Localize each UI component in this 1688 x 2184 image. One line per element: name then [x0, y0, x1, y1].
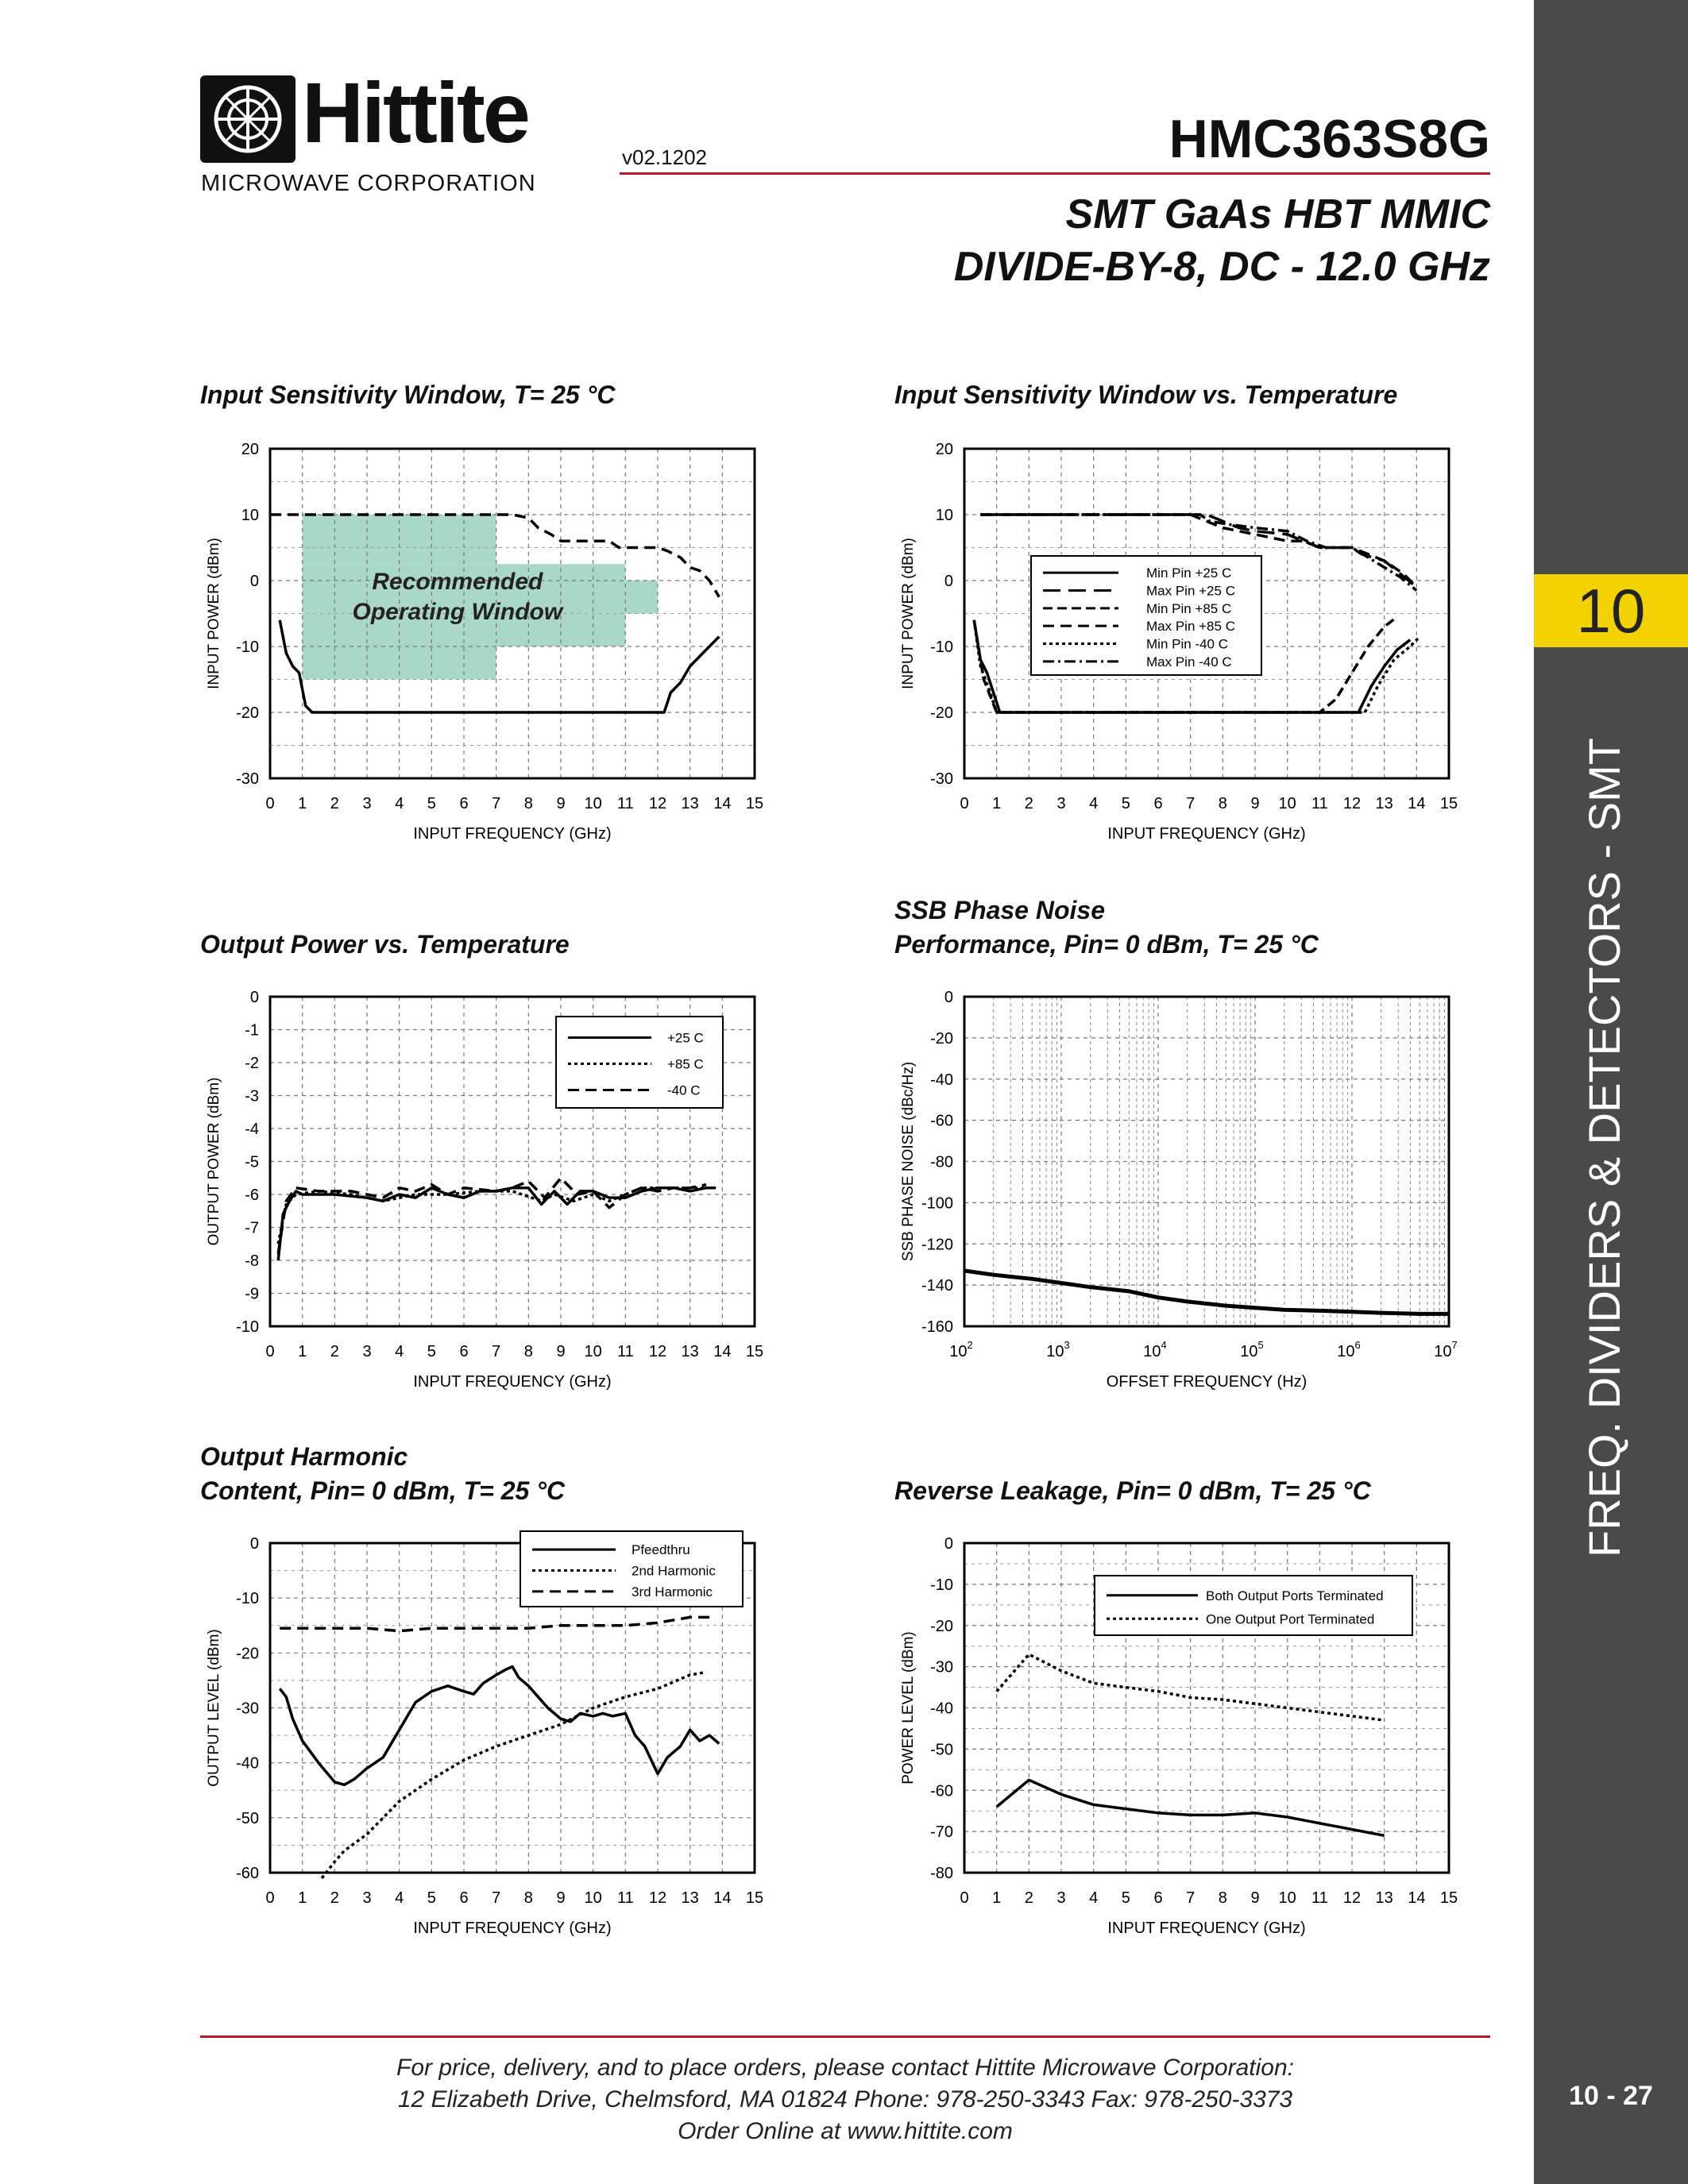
- x-tick-exponent: 3: [1064, 1339, 1070, 1351]
- x-axis-label: OFFSET FREQUENCY (Hz): [1106, 1373, 1308, 1391]
- x-tick-exponent: 5: [1257, 1339, 1264, 1351]
- y-tick-label: -10: [236, 1590, 259, 1608]
- y-tick-label: 20: [241, 441, 259, 458]
- y-tick-label: -40: [930, 1700, 953, 1718]
- y-axis-label: OUTPUT POWER (dBm): [206, 1077, 222, 1246]
- x-tick-label: 13: [1375, 795, 1393, 812]
- chart-title-c4-line2: Performance, Pin= 0 dBm, T= 25 °C: [894, 930, 1319, 959]
- y-axis-label: INPUT POWER (dBm): [206, 538, 222, 689]
- x-tick-label: 12: [1342, 795, 1362, 812]
- logo-name: Hittite: [302, 64, 528, 160]
- x-tick-exponent: 2: [967, 1339, 973, 1351]
- x-tick-label: 1: [298, 795, 307, 812]
- y-tick-label: -100: [921, 1194, 953, 1213]
- y-tick-label: -70: [930, 1823, 953, 1842]
- footer-line-2: 12 Elizabeth Drive, Chelmsford, MA 01824 Phone: 978-250-3343 Fax: 978-250-3373: [397, 2086, 1293, 2113]
- legend-label: Max Pin +85 C: [1146, 619, 1235, 635]
- x-tick-label: 8: [1218, 1889, 1227, 1907]
- chart-title-c6: Reverse Leakage, Pin= 0 dBm, T= 25 °C: [894, 1476, 1371, 1505]
- y-tick-label: -20: [236, 704, 259, 722]
- legend-label: Min Pin -40 C: [1146, 636, 1228, 652]
- x-tick-label: 10: [584, 1343, 602, 1360]
- annotation-text: Recommended: [372, 568, 543, 595]
- x-tick-label: 3: [362, 1889, 372, 1907]
- x-tick-label: 0: [960, 795, 969, 812]
- x-axis-label: INPUT FREQUENCY (GHz): [413, 1373, 612, 1391]
- y-tick-label: -3: [245, 1087, 259, 1106]
- y-tick-label: -7: [245, 1219, 259, 1237]
- y-tick-label: 10: [241, 507, 259, 524]
- x-tick-label: 4: [1089, 795, 1099, 812]
- y-tick-label: -2: [245, 1055, 259, 1072]
- chart-title-c4-line1: SSB Phase Noise: [894, 896, 1105, 924]
- y-tick-label: -20: [930, 1029, 953, 1048]
- x-tick-label: 6: [1153, 795, 1163, 812]
- y-tick-label: -20: [236, 1645, 259, 1663]
- x-tick-label: 4: [395, 1343, 404, 1360]
- x-tick-label: 4: [395, 795, 404, 812]
- x-tick-label: 10: [584, 795, 602, 812]
- y-tick-label: -5: [245, 1153, 259, 1171]
- x-tick-label: 0: [265, 1889, 275, 1907]
- footer-line-1: For price, delivery, and to place orders, please contact Hittite Microwave Corporation:: [396, 2055, 1294, 2081]
- x-tick-exponent: 6: [1354, 1339, 1361, 1351]
- y-tick-label: -60: [930, 1112, 953, 1130]
- legend-label: -40 C: [667, 1082, 701, 1098]
- x-tick-label: 3: [1056, 1889, 1066, 1907]
- series-line-2: [280, 1617, 709, 1630]
- x-tick-label: $10^2$: [949, 1339, 973, 1360]
- x-tick-label: 6: [459, 795, 469, 812]
- x-tick-label: 6: [459, 1343, 469, 1360]
- x-tick-label: 8: [1218, 795, 1227, 812]
- chart-input-sensitivity: [191, 437, 778, 850]
- y-tick-label: -30: [236, 770, 259, 788]
- product-subtitle-line2: DIVIDE-BY-8, DC - 12.0 GHz: [953, 244, 1490, 290]
- x-axis-label: INPUT FREQUENCY (GHz): [413, 825, 612, 843]
- x-tick-label: 1: [992, 1889, 1002, 1907]
- x-tick-label: 6: [459, 1889, 469, 1907]
- x-tick-label: 14: [713, 1889, 732, 1907]
- section-tab-number: 10: [1534, 574, 1688, 647]
- y-axis-label: INPUT POWER (dBm): [900, 538, 917, 689]
- chart-title-c5-line2: Content, Pin= 0 dBm, T= 25 °C: [200, 1476, 566, 1505]
- x-tick-label: 11: [1311, 795, 1328, 812]
- footer-line-3: Order Online at www.hittite.com: [678, 2118, 1013, 2144]
- x-tick-label: 9: [556, 1343, 566, 1360]
- x-tick-label: 6: [1153, 1889, 1163, 1907]
- y-tick-label: -140: [921, 1277, 953, 1295]
- x-tick-label: 7: [1186, 795, 1196, 812]
- x-tick-label: 3: [362, 795, 372, 812]
- x-tick-label: 0: [265, 1343, 275, 1360]
- y-tick-label: -50: [930, 1741, 953, 1759]
- x-axis-label: INPUT FREQUENCY (GHz): [1107, 1920, 1306, 1937]
- x-tick-label: 2: [1024, 1889, 1033, 1907]
- y-tick-label: 0: [249, 1535, 259, 1553]
- series-line-2: [278, 1178, 706, 1253]
- x-axis-label: INPUT FREQUENCY (GHz): [413, 1920, 612, 1937]
- series-line-0: [280, 1667, 719, 1785]
- x-tick-label: 14: [1408, 795, 1426, 812]
- y-tick-label: -30: [930, 770, 953, 788]
- y-tick-label: -30: [930, 1658, 953, 1677]
- y-tick-label: -80: [930, 1865, 953, 1882]
- x-tick-label: $10^4$: [1143, 1339, 1167, 1360]
- x-tick-label: 7: [492, 1343, 501, 1360]
- y-tick-label: -8: [245, 1252, 259, 1270]
- y-tick-label: 20: [935, 441, 953, 458]
- x-tick-exponent: 4: [1161, 1339, 1167, 1351]
- y-axis-label: POWER LEVEL (dBm): [900, 1631, 917, 1785]
- y-tick-label: -10: [930, 639, 953, 656]
- legend-label: Max Pin -40 C: [1146, 654, 1232, 669]
- y-tick-label: 0: [249, 989, 259, 1006]
- x-tick-label: 12: [648, 1889, 667, 1907]
- x-tick-label: 15: [745, 795, 764, 812]
- x-tick-label: 13: [681, 1889, 699, 1907]
- series-line-0: [278, 1188, 716, 1260]
- x-tick-label: 15: [745, 1889, 764, 1907]
- x-tick-label: 7: [492, 1889, 501, 1907]
- x-tick-label: 10: [1278, 1889, 1296, 1907]
- x-tick-label: 15: [745, 1343, 764, 1360]
- y-tick-label: -60: [236, 1865, 259, 1882]
- x-tick-label: 12: [1342, 1889, 1362, 1907]
- legend-label: 2nd Harmonic: [632, 1563, 716, 1579]
- series-line-0: [964, 1271, 1449, 1314]
- x-tick-label: 3: [362, 1343, 372, 1360]
- chart-title-c5-line1: Output Harmonic: [200, 1442, 408, 1471]
- legend-label: Min Pin +85 C: [1146, 600, 1232, 616]
- x-tick-label: 14: [713, 1343, 732, 1360]
- x-tick-label: 10: [1278, 795, 1296, 812]
- y-tick-label: -10: [236, 1318, 259, 1336]
- legend-label: Pfeedthru: [632, 1542, 690, 1558]
- y-tick-label: 0: [249, 573, 259, 590]
- x-tick-label: 13: [1375, 1889, 1393, 1907]
- logo-mark-icon: [200, 75, 295, 163]
- legend-label: Max Pin +25 C: [1146, 583, 1235, 599]
- page-number: 10 - 27: [1569, 2081, 1653, 2111]
- x-tick-label: 5: [427, 1889, 436, 1907]
- x-tick-label: 4: [1089, 1889, 1099, 1907]
- y-tick-label: -60: [930, 1782, 953, 1800]
- x-tick-label: 9: [556, 795, 566, 812]
- x-tick-label: $10^5$: [1240, 1339, 1264, 1360]
- x-tick-label: 2: [330, 1343, 339, 1360]
- y-axis-label: OUTPUT LEVEL (dBm): [206, 1629, 222, 1787]
- chart-title-c2: Input Sensitivity Window vs. Temperature: [894, 380, 1398, 409]
- y-tick-label: -50: [236, 1809, 259, 1827]
- section-title-vertical: FREQ. DIVIDERS & DETECTORS - SMT: [1579, 738, 1629, 1557]
- x-tick-label: 2: [330, 1889, 339, 1907]
- version-label: v02.1202: [622, 145, 707, 169]
- window-region: [625, 581, 658, 614]
- x-tick-label: 8: [523, 1889, 533, 1907]
- y-tick-label: -20: [930, 704, 953, 722]
- y-tick-label: -20: [930, 1617, 953, 1635]
- x-tick-label: 8: [523, 795, 533, 812]
- x-tick-label: 9: [1250, 795, 1260, 812]
- x-tick-label: 5: [427, 795, 436, 812]
- chart-title-c3: Output Power vs. Temperature: [200, 930, 570, 959]
- header-rule: [620, 172, 1490, 175]
- x-tick-label: 2: [1024, 795, 1033, 812]
- legend-label: +85 C: [667, 1056, 704, 1072]
- x-tick-label: 11: [1311, 1889, 1328, 1907]
- x-tick-label: 14: [713, 795, 732, 812]
- y-tick-label: -160: [921, 1318, 953, 1336]
- y-tick-label: -10: [930, 1576, 953, 1594]
- y-axis-label: SSB PHASE NOISE (dBc/Hz): [900, 1061, 917, 1262]
- y-tick-label: -4: [245, 1121, 259, 1138]
- chart-output-power-temperature: [191, 985, 778, 1398]
- x-tick-label: 9: [556, 1889, 566, 1907]
- x-tick-label: 7: [492, 795, 501, 812]
- x-tick-label: 9: [1250, 1889, 1260, 1907]
- chart-title-c1: Input Sensitivity Window, T= 25 °C: [200, 380, 616, 409]
- y-tick-label: -120: [921, 1236, 953, 1254]
- x-tick-label: $10^7$: [1434, 1339, 1458, 1360]
- x-tick-label: 11: [616, 795, 634, 812]
- x-tick-label: 3: [1056, 795, 1066, 812]
- x-tick-label: 12: [648, 1343, 667, 1360]
- x-tick-label: 11: [616, 1889, 634, 1907]
- annotation-text: Operating Window: [352, 598, 563, 625]
- y-tick-label: 0: [944, 573, 953, 590]
- legend-label: One Output Port Terminated: [1206, 1611, 1375, 1627]
- x-tick-label: 10: [584, 1889, 602, 1907]
- x-tick-label: $10^6$: [1337, 1339, 1361, 1360]
- chart-reverse-leakage: [885, 1531, 1473, 1944]
- chart-ssb-phase-noise: [885, 985, 1473, 1398]
- legend-label: Both Output Ports Terminated: [1206, 1588, 1384, 1603]
- x-tick-label: 11: [616, 1343, 634, 1360]
- part-number: HMC363S8G: [1168, 109, 1490, 169]
- x-tick-label: $10^3$: [1046, 1339, 1070, 1360]
- product-subtitle-line1: SMT GaAs HBT MMIC: [1065, 191, 1490, 237]
- x-tick-label: 0: [960, 1889, 969, 1907]
- x-tick-label: 1: [298, 1889, 307, 1907]
- y-tick-label: -30: [236, 1700, 259, 1718]
- x-tick-label: 8: [523, 1343, 533, 1360]
- x-tick-label: 0: [265, 795, 275, 812]
- y-tick-label: -1: [245, 1021, 259, 1040]
- x-tick-label: 1: [298, 1343, 307, 1360]
- y-tick-label: 10: [935, 507, 953, 524]
- y-tick-label: 0: [944, 989, 953, 1006]
- legend-label: Min Pin +25 C: [1146, 565, 1232, 581]
- x-tick-label: 5: [1121, 795, 1130, 812]
- x-tick-label: 13: [681, 1343, 699, 1360]
- y-tick-label: -40: [930, 1071, 953, 1089]
- x-tick-label: 4: [395, 1889, 404, 1907]
- series-line-1: [322, 1673, 706, 1878]
- y-tick-label: -6: [245, 1187, 259, 1204]
- y-tick-label: -10: [236, 639, 259, 656]
- y-tick-label: -9: [245, 1285, 259, 1303]
- x-tick-label: 5: [427, 1343, 436, 1360]
- footer-rule: [200, 2035, 1490, 2038]
- y-tick-label: -80: [930, 1153, 953, 1171]
- y-tick-label: 0: [944, 1535, 953, 1553]
- x-tick-label: 13: [681, 795, 699, 812]
- x-tick-label: 2: [330, 795, 339, 812]
- legend-label: 3rd Harmonic: [632, 1584, 713, 1599]
- logo-subtitle: MICROWAVE CORPORATION: [201, 171, 536, 196]
- x-tick-label: 14: [1408, 1889, 1426, 1907]
- x-tick-label: 5: [1121, 1889, 1130, 1907]
- x-tick-label: 7: [1186, 1889, 1196, 1907]
- legend-label: +25 C: [667, 1030, 704, 1046]
- x-tick-exponent: 7: [1451, 1339, 1458, 1351]
- x-tick-label: 15: [1439, 1889, 1458, 1907]
- chart-input-sensitivity-temperature: [885, 437, 1473, 850]
- x-tick-label: 12: [648, 795, 667, 812]
- y-tick-label: -40: [236, 1754, 259, 1773]
- x-tick-label: 15: [1439, 795, 1458, 812]
- x-axis-label: INPUT FREQUENCY (GHz): [1107, 825, 1306, 843]
- x-tick-label: 1: [992, 795, 1002, 812]
- chart-output-harmonic: [191, 1531, 778, 1944]
